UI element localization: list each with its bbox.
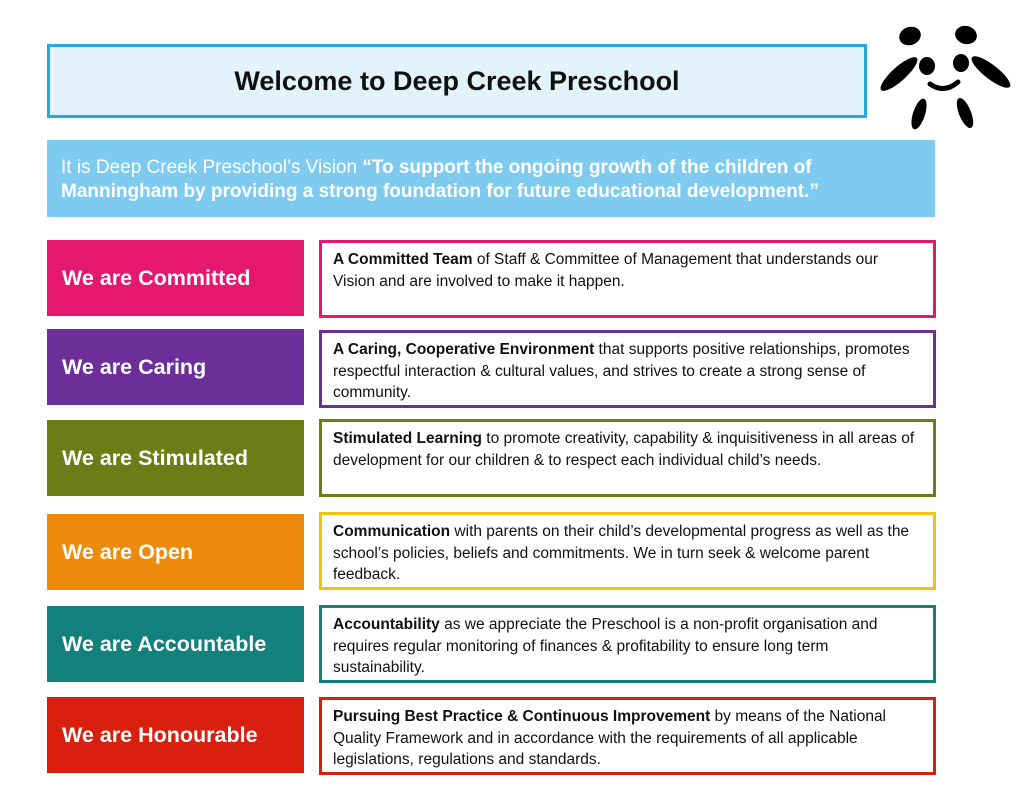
value-desc-lead: Stimulated Learning	[333, 430, 482, 447]
value-desc-accountable	[319, 605, 936, 683]
page-title: Welcome to Deep Creek Preschool	[234, 65, 680, 96]
value-label-text: We are Accountable	[62, 631, 267, 656]
value-label-open	[47, 514, 304, 590]
vision-intro: It is Deep Creek Preschool’s Vision	[61, 157, 363, 178]
value-desc-open	[319, 512, 936, 590]
value-desc-text: of Staff & Committee of Management that understands our Vision and are involved to make it happen.	[333, 251, 879, 290]
value-label-text: We are Stimulated	[62, 445, 248, 470]
value-desc-caring	[319, 330, 936, 408]
vision-quote: “To support the ongoing growth of the children of Manningham by providing a strong foundation for future educational development.”	[61, 157, 819, 202]
value-label-stimulated	[47, 420, 304, 496]
value-desc-lead: A Caring, Cooperative Environment	[333, 341, 595, 358]
value-desc-text: to promote creativity, capability & inquisitiveness in all areas of development for our children & to respect each individual child’s needs.	[333, 430, 915, 469]
value-desc-lead: Accountability	[333, 616, 440, 633]
value-desc-lead: Pursuing Best Practice & Continuous Improvement	[333, 708, 711, 725]
value-label-committed	[47, 240, 304, 316]
value-desc-honourable	[319, 697, 936, 775]
value-desc-committed	[319, 240, 936, 318]
vision-statement	[47, 140, 935, 217]
smiling-face-dots-logo-icon	[872, 22, 1017, 130]
value-desc-lead: A Committed Team	[333, 251, 473, 268]
value-desc-text: by means of the National Quality Framework and in accordance with the requirements of all applicable legislations, regulations and standards.	[333, 708, 887, 768]
value-desc-text: that supports positive relationships, promotes respectful interaction & cultural values, and strives to create a strong sense of community.	[333, 341, 910, 401]
value-desc-text: as we appreciate the Preschool is a non-profit organisation and requires regular monitoring of finances & profitability to ensure long term sustainability.	[333, 616, 878, 676]
value-label-text: We are Committed	[62, 265, 251, 290]
value-desc-stimulated	[319, 419, 936, 497]
value-desc-text: with parents on their child’s developmental progress as well as the school’s policies, beliefs and commitments. We in turn seek & welcome parent feedback.	[333, 523, 910, 583]
title-banner	[47, 44, 867, 118]
value-label-text: We are Caring	[62, 354, 207, 379]
value-desc-lead: Communication	[333, 523, 451, 540]
value-label-caring	[47, 329, 304, 405]
value-label-text: We are Honourable	[62, 722, 258, 747]
value-label-honourable	[47, 697, 304, 773]
value-label-text: We are Open	[62, 539, 194, 564]
value-label-accountable	[47, 606, 304, 682]
